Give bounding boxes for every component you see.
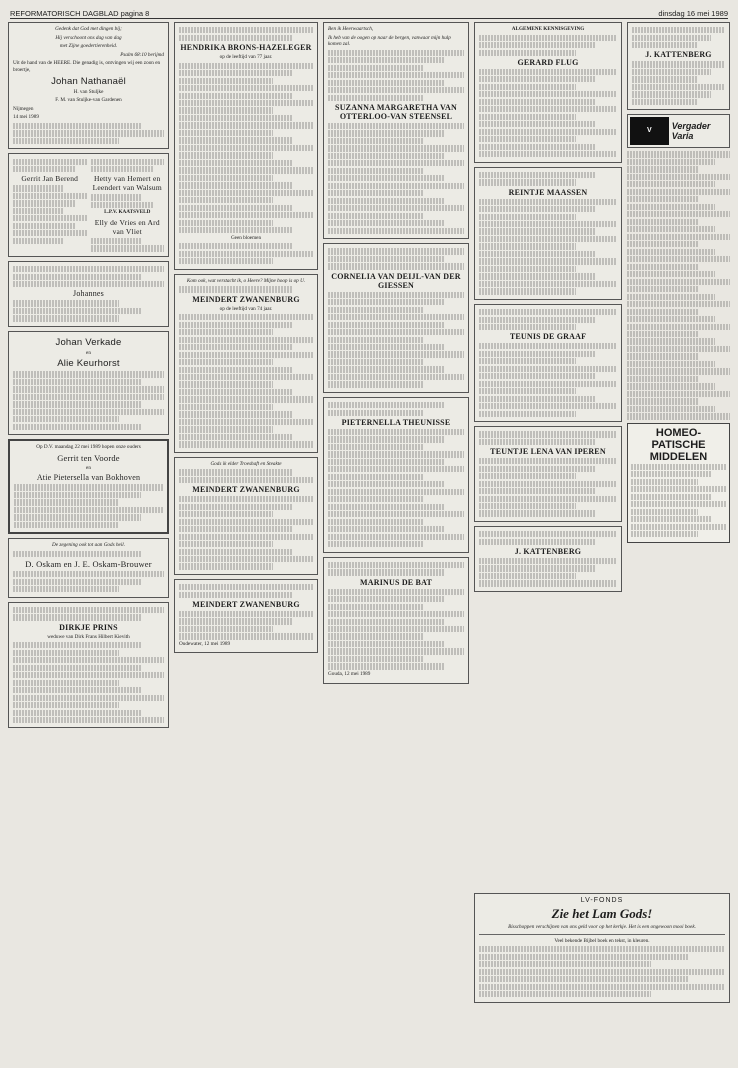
notice-header: ALGEMENE KENNISGEVING	[511, 26, 585, 32]
verse-line: met Zijne goedertierenheid.	[59, 43, 118, 50]
death-notice-reintje	[474, 167, 622, 300]
deceased-name: HENDRIKA BRONS-HAZELEGER	[180, 42, 312, 52]
child-name: Gerrit Jan Berend	[21, 174, 79, 184]
place: Nijmegen	[13, 105, 34, 112]
bride-name: Alie Keurhorst	[57, 358, 120, 370]
couple-name: Elly de Vries en Ard van Vliet	[94, 217, 160, 236]
date: 14 mei 1989	[13, 114, 39, 121]
column-4	[474, 22, 622, 888]
death-notice-cornelia	[323, 243, 469, 393]
deceased-name: J. KATTENBERG	[645, 50, 712, 60]
lv-fonds-ad	[474, 893, 730, 1007]
intro-text: Uit de hand van de HEERE. Die genadig is, ontvingen wij een zoon en broertje,	[13, 60, 161, 73]
couple-name: Hetty van Hemert en Leendert van Walsum	[92, 174, 162, 193]
announcement-johannes	[8, 261, 169, 327]
death-notice-teuntje	[474, 426, 622, 522]
subtitle: op de leeftijd van 74 jaar.	[219, 305, 273, 312]
child-name: Johan Nathanaël	[51, 75, 126, 87]
deceased-name: TEUNIS DE GRAAF	[509, 332, 587, 342]
deceased-name: CORNELIA VAN DEIJL-VAN DER GIESSEN	[331, 271, 461, 290]
subtitle: weduwe van Dirk Frans Hilbert Kievith	[47, 633, 130, 640]
verse-line: Gedenk dat God met dingen bij;	[55, 26, 122, 32]
death-notice-hendrika	[174, 22, 318, 270]
death-notice-suzanna	[323, 22, 469, 239]
parent-name: F. M. van Stuljke-van Gardenen	[55, 97, 122, 104]
ad-headline: Zie het Lam Gods!	[551, 906, 653, 921]
column-3	[323, 22, 469, 1056]
deceased-name: MEINDERT ZWANENBURG	[192, 294, 300, 304]
death-notice-meindert-3	[174, 579, 318, 654]
parent-name: H. van Stuljke	[73, 88, 104, 95]
death-notice-kattenberg	[627, 22, 730, 110]
husband-name: Gerrit ten Voorde	[57, 452, 120, 463]
death-notice-kattenberg-2	[474, 526, 622, 592]
vergader-varia-header	[627, 114, 730, 148]
announcement-johan-nathanael	[8, 22, 169, 149]
conjunction: en	[86, 464, 91, 471]
couple-name: D. Oskam en J. E. Oskam-Brouwer	[25, 559, 152, 570]
announcement-verkade-keurhorst	[8, 331, 169, 435]
column-5	[627, 22, 730, 888]
verse: Ben ik Heerwaartsch,	[328, 26, 374, 32]
verse-line: Hij verschoont ons dag van dag	[55, 34, 122, 41]
anniversary-oskam	[8, 538, 169, 597]
no-flowers: Geen bloemen	[230, 234, 262, 241]
deceased-name: MARINUS DE BAT	[360, 577, 432, 587]
deceased-name: SUZANNA MARGARETHA VAN OTTERLOO-VAN STEENSEL	[335, 102, 457, 121]
verse: Ik heb van de oogen op naar de bergen, vanwaar mijn hulp komen zal.	[328, 34, 451, 48]
child-name: Johannes	[73, 289, 104, 299]
groom-name: Johan Verkade	[55, 336, 122, 348]
masthead	[10, 6, 728, 19]
death-notice-meindert-1	[174, 274, 318, 453]
death-notice-gerard-flug	[474, 22, 622, 163]
ad-tagline: Bisschoppen verschijnen van ons geld voor op het kerkje. Het is een ongewoon mooi boek.	[508, 924, 696, 930]
death-notice-pieternella	[323, 397, 469, 553]
place-date: Gouda, 12 mei 1989	[328, 670, 371, 677]
deceased-name: GERARD FLUG	[517, 57, 579, 67]
vergader-logo: V	[630, 117, 669, 145]
death-notice-teunis	[474, 304, 622, 422]
deceased-name: DIRKJE PRINS	[59, 622, 118, 632]
deceased-name: PIETERNELLA THEUNISSE	[341, 417, 451, 427]
meeting-listings	[627, 151, 730, 419]
conjunction: en	[86, 349, 91, 356]
birth-announcements	[8, 153, 169, 257]
ad-subline: Veel bekende Bijbel boek en tekst, in kleuren.	[554, 937, 650, 944]
death-notice-meindert-2	[174, 457, 318, 575]
header-text: Op D.V. maandag 22 mei 1989 hopen onze ouders	[36, 444, 141, 451]
lpv-kaatsveld: L.P.V. KAATSVELD	[104, 209, 151, 216]
subtitle: op de leeftijd van 77 jaar.	[219, 53, 273, 60]
deceased-name: REINTJE MAASSEN	[508, 187, 588, 197]
wife-name: Atie Pietersella van Bokhoven	[36, 473, 141, 483]
vergader-title: Vergader Varia	[671, 121, 711, 142]
ad-title: LV-FONDS	[580, 897, 624, 904]
verse-ref: Psalm 68:10 berijmd	[120, 51, 164, 58]
masthead-right: dinsdag 16 mei 1989	[658, 9, 728, 18]
column-1	[8, 22, 169, 1056]
deceased-name: TEUNTJE LENA VAN IPEREN	[490, 447, 606, 457]
deceased-name: J. KATTENBERG	[514, 546, 582, 556]
verse: Kom ook, wat verstacht ik, o Heere? Mijne hoop is op U.	[186, 277, 306, 284]
masthead-left: REFORMATORISCH DAGBLAD pagina 8	[10, 9, 150, 18]
deceased-name: MEINDERT ZWANENBURG	[192, 599, 300, 609]
homeopathic-ad	[627, 423, 730, 543]
place-date: Oudewater, 12 mei 1989	[179, 640, 231, 647]
verse: De zegening ook tot aan Gods heil.	[51, 542, 126, 549]
deceased-name: MEINDERT ZWANENBURG	[192, 485, 300, 495]
ad-heading: HOMEO- PATISCHE MIDDELEN	[649, 426, 708, 463]
verse: Gods ik elder Troeshaft en Steakte	[210, 460, 282, 467]
death-notice-marinus	[323, 557, 469, 684]
column-2	[174, 22, 318, 1056]
death-notice-dirkje-prins	[8, 602, 169, 729]
anniversary-ten-voorde	[8, 439, 169, 534]
